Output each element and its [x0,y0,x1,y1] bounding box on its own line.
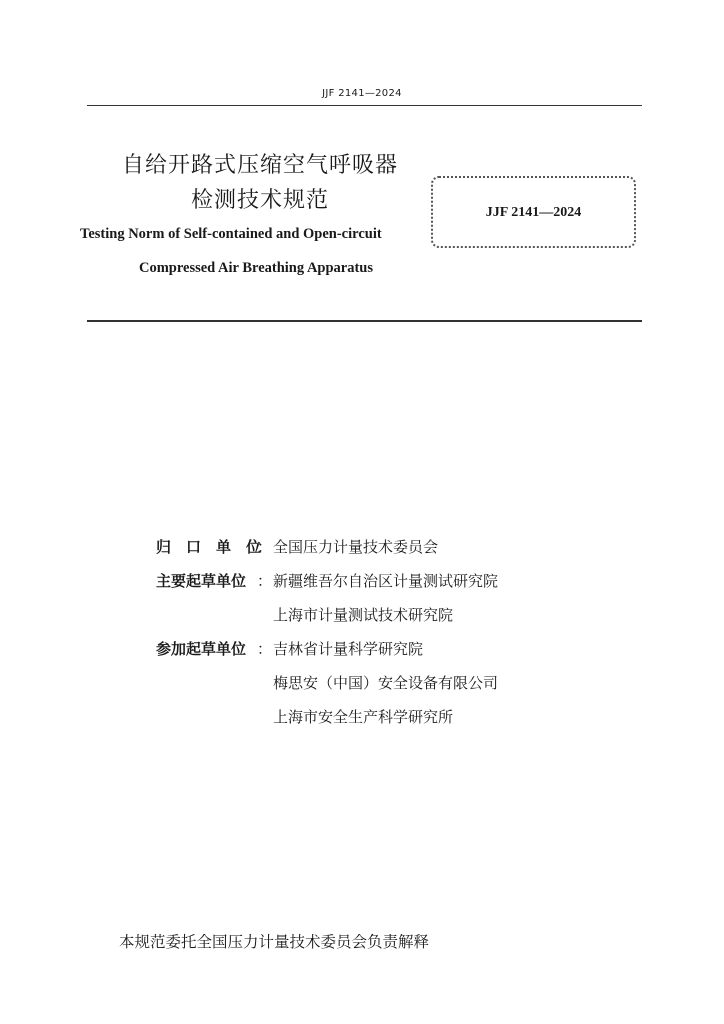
participating-separator: ： [257,640,273,658]
participating-org-2: 上海市安全生产科学研究所 [273,708,454,726]
standard-code-box-text: JJF 2141—2024 [485,205,582,220]
header-rule [87,105,642,106]
main-drafters-separator: ： [257,572,273,590]
footer-note: 本规范委托全国压力计量技术委员会负责解释 [119,933,430,951]
title-rule [87,320,642,322]
title-zh-line2: 检测技术规范 [190,188,329,213]
title-en-line1: Testing Norm of Self-contained and Open-circuit [80,226,382,242]
centralized-label: 归 口 单 位 [156,538,262,556]
centralized-org-0: 全国压力计量技术委员会 [273,538,439,556]
participating-org-1: 梅思安（中国）安全设备有限公司 [273,674,499,692]
title-zh-line1: 自给开路式压缩空气呼吸器 [121,153,398,178]
main-drafters-label: 主要起草单位 [156,572,247,590]
centralized-separator: ： [257,538,273,556]
title-en-line2: Compressed Air Breathing Apparatus [138,260,374,276]
header-standard-code: JJF 2141—2024 [322,88,402,99]
main-drafter-0: 新疆维吾尔自治区计量测试研究院 [273,572,499,590]
main-drafter-1: 上海市计量测试技术研究院 [273,606,454,624]
participating-label: 参加起草单位 [156,640,247,658]
participating-org-0: 吉林省计量科学研究院 [273,640,424,658]
